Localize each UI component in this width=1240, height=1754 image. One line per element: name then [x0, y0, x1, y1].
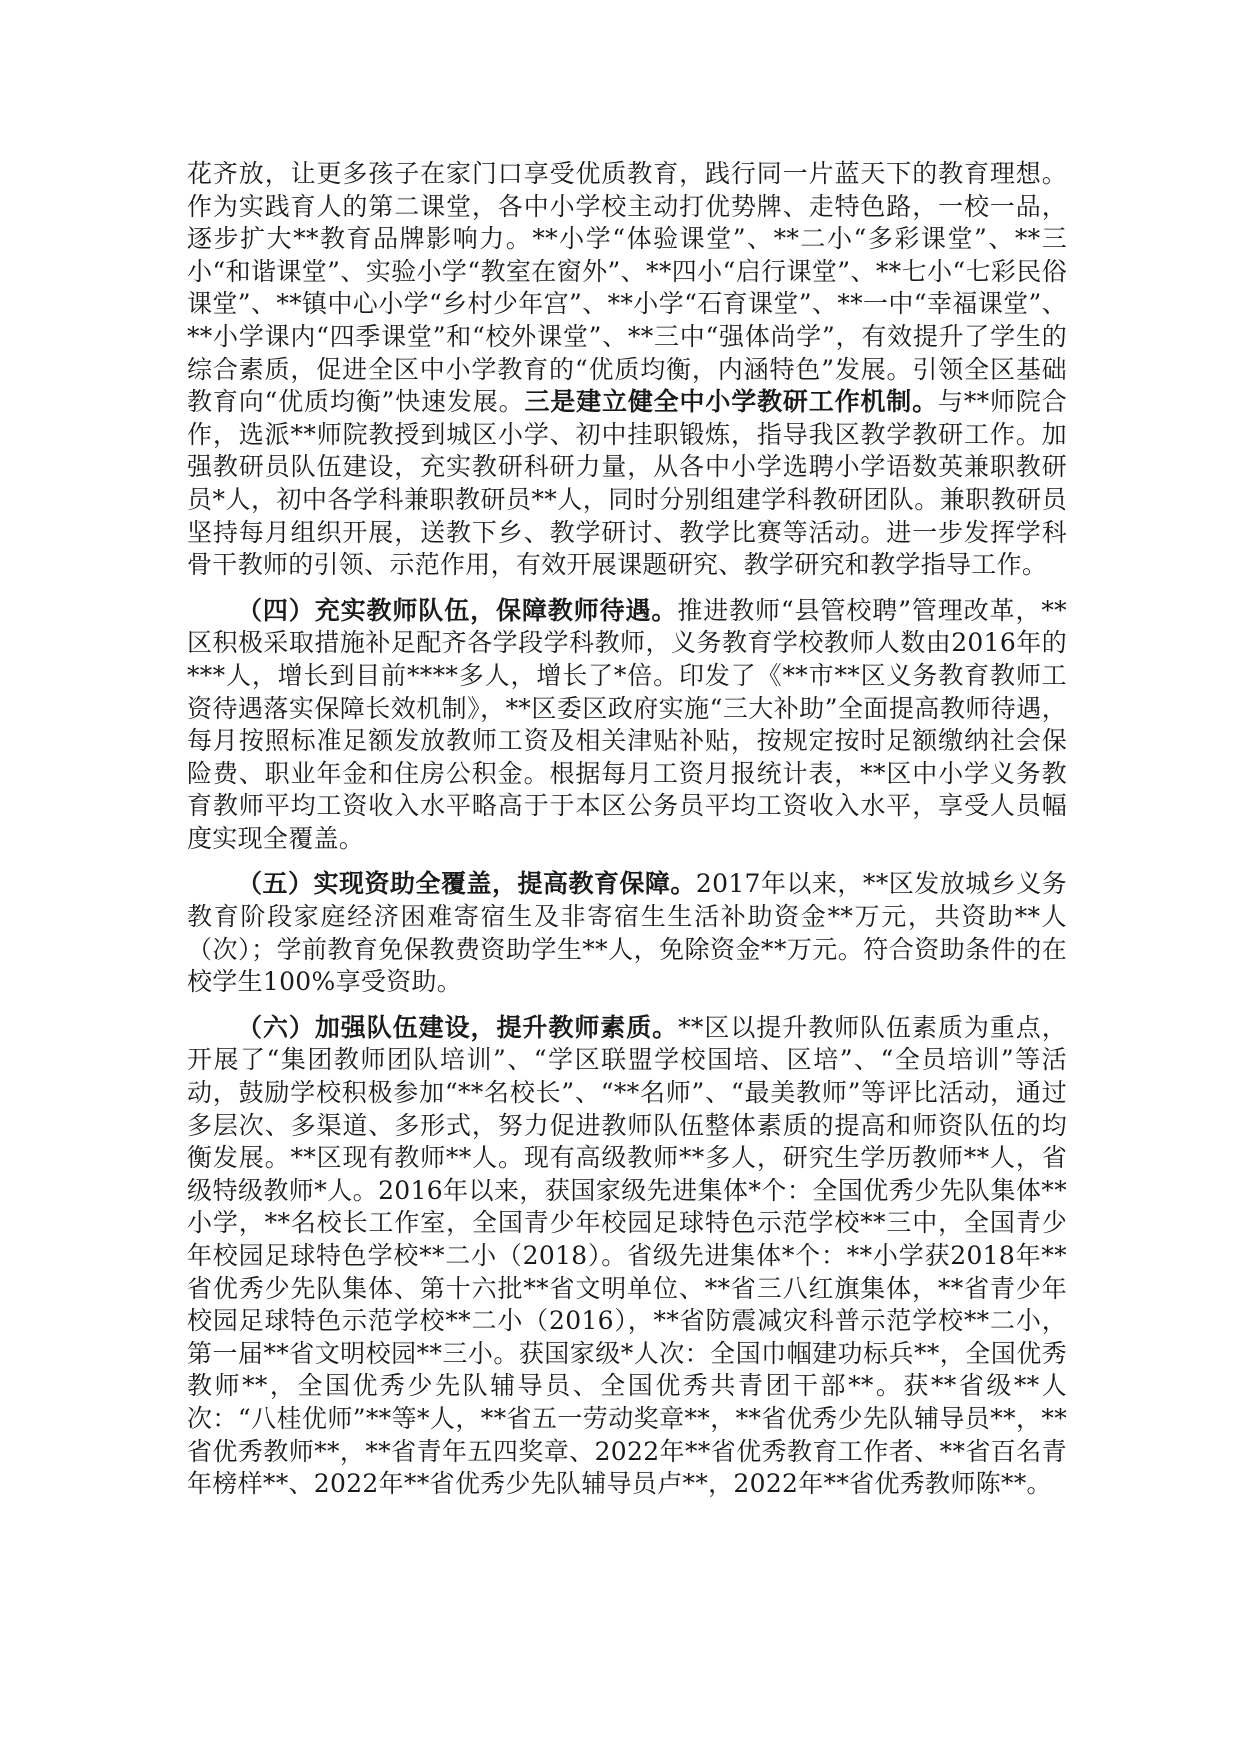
- section-heading-6: （六）加强队伍建设，提升教师素质。: [237, 1012, 679, 1042]
- paragraph-text: 2017年以来，**区发放城乡义务教育阶段家庭经济困难寄宿生及非寄宿生生活补助资金**万元，共资助**人（次）；学前教育免保教费资助学生**人，免除资金**万元。符合资助条件的在校学生100%享受资助。: [187, 869, 1067, 997]
- paragraph-teacher-treatment: [187, 595, 1067, 856]
- paragraph-text: 与**师院合作，选派**师院教授到城区小学、初中挂职锻炼，指导我区教学教研工作。加强教研员队伍建设，充实教研科研力量，从各中小学选聘小学语数英兼职教研员*人，初中各学科兼职教研员**人，同时分别组建学科教研团队。兼职教研员坚持每月组织开展，送教下乡、教学研讨、教学比赛等活动。进一步发挥学科骨干教师的引领、示范作用，有效开展课题研究、教学研究和教学指导工作。: [187, 387, 1067, 580]
- paragraph-text: 推进教师“县管校聘”管理改革，**区积极采取措施补足配齐各学段学科教师，义务教育学校教师人数由2016年的***人，增长到目前****多人，增长了*倍。印发了《**市**区义务教育教师工资待遇落实保障长效机制》，**区委区政府实施“三大补助”全面提高教师待遇，每月按照标准足额发放教师工资及相关津贴补贴，按规定按时足额缴纳社会保险费、职业年金和住房公积金。根据每月工资月报统计表，**区中小学义务教育教师平均工资收入水平略高于于本区公务员平均工资收入水平，享受人员幅度实现全覆盖。: [187, 595, 1067, 853]
- paragraph-text: 花齐放，让更多孩子在家门口享受优质教育，践行同一片蓝天下的教育理想。作为实践育人的第二课堂，各中小学校主动打优势牌、走特色路，一校一品，逐步扩大**教育品牌影响力。**小学“体验课堂”、**二小“多彩课堂”、**三小“和谐课堂”、实验小学“教室在窗外”、**四小“启行课堂”、**七小“七彩民俗课堂”、**镇中心小学“乡村少年宫”、**小学“石育课堂”、**一中“幸福课堂”、**小学课内“四季课堂”和“校外课堂”、**三中“强体尚学”，有效提升了学生的综合素质，促进全区中小学教育的“优质均衡，内涵特色”发展。引领全区基础教育向“优质均衡”快速发展。: [187, 159, 1067, 417]
- paragraph-funding-coverage: [187, 868, 1067, 998]
- paragraph-team-building: [187, 1012, 1067, 1501]
- document-page: [187, 158, 1067, 1514]
- paragraph-practice-education: [187, 158, 1067, 582]
- section-heading-4: （四）充实教师队伍，保障教师待遇。: [237, 595, 678, 625]
- section-heading-research-mechanism: 三是建立健全中小学教研工作机制。: [524, 387, 938, 417]
- section-heading-5: （五）实现资助全覆盖，提高教育保障。: [237, 869, 696, 899]
- paragraph-text: **区以提升教师队伍素质为重点，开展了“集团教师团队培训”、“学区联盟学校国培、区培”、“全员培训”等活动，鼓励学校积极参加“**名校长”、“**名师”、“最美教师”等评比活动，通过多层次、多渠道、多形式，努力促进教师队伍整体素质的提高和师资队伍的均衡发展。**区现有教师**人。现有高级教师**多人，研究生学历教师**人，省级特级教师*人。2016年以来，获国家级先进集体*个：全国优秀少先队集体**小学，**名校长工作室，全国青少年校园足球特色示范学校**三中，全国青少年校园足球特色学校**二小（2018）。省级先进集体*个：**小学获2018年**省优秀少先队集体、第十六批**省文明单位、**省三八红旗集体，**省青少年校园足球特色示范学校**二小（2016），**省防震减灾科普示范学校**二小，第一届**省文明校园**三小。获国家级*人次：全国巾帼建功标兵**，全国优秀教师**，全国优秀少先队辅导员、全国优秀共青团干部**。获**省级**人次：“八桂优师”**等*人，**省五一劳动奖章**，**省优秀少先队辅导员**，**省优秀教师**，**省青年五四奖章、2022年**省优秀教育工作者、**省百名青年榜样**、2022年**省优秀少先队辅导员卢**，2022年**省优秀教师陈**。: [187, 1012, 1067, 1499]
